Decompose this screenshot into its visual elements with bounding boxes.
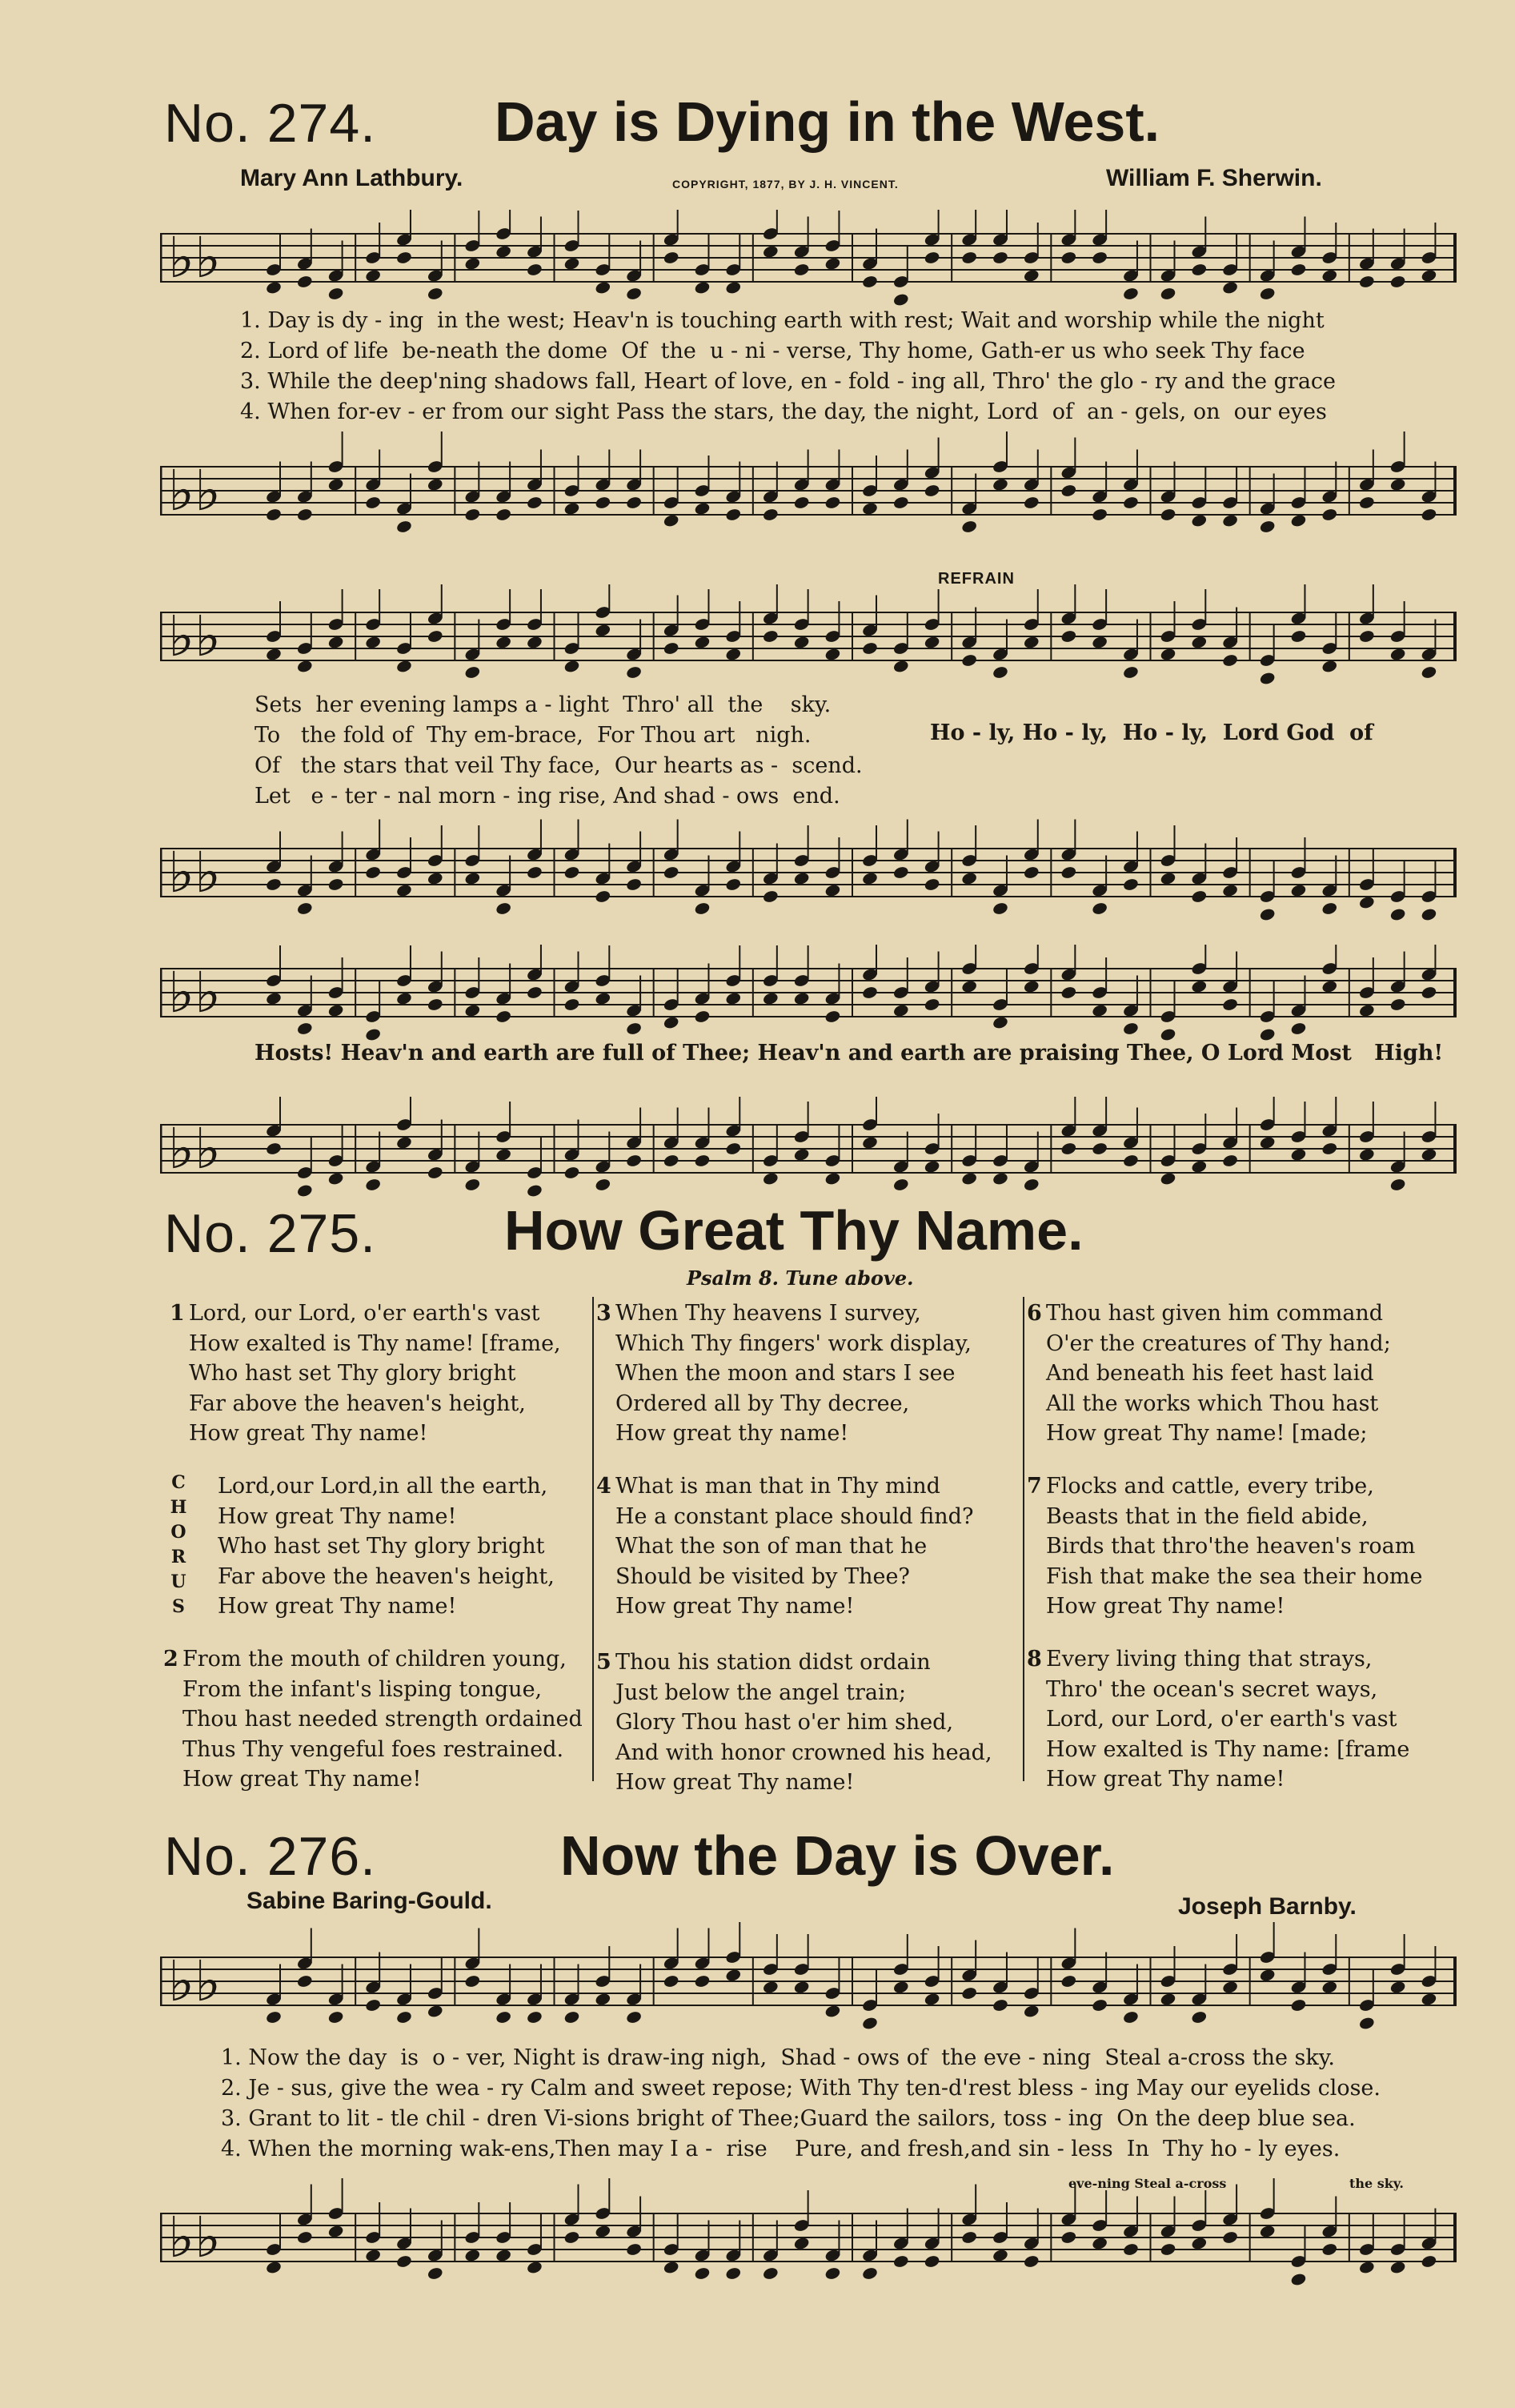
verses-line-1: [240, 306, 1336, 427]
hymn-274-lyricist: Mary Ann Lathbury.: [240, 165, 463, 191]
hymn-274-number: No. 274.: [164, 93, 377, 154]
hymn-276-verse-2: 2. Je - sus, give the wea - ry Calm and sweet repose; With Thy ten-d'rest bless - ing May our eyelids close.: [221, 2076, 1381, 2101]
chorus-letter: U: [170, 1571, 186, 1592]
stanza-line: Far above the heaven's height,: [218, 1563, 555, 1589]
stanza-line: Thou his station didst ordain: [615, 1650, 931, 1675]
stanza-5: [596, 1647, 992, 1798]
treble-staff-system-1: [160, 210, 1457, 306]
treble-staff-system-3: [160, 945, 1457, 1041]
hymn-275-title: How Great Thy Name.: [504, 1199, 1084, 1262]
stanza-2: [163, 1644, 583, 1795]
stanza-line: Lord, our Lord, o'er earth's vast: [1046, 1707, 1397, 1732]
stanza-1: [170, 1298, 561, 1449]
refrain-line-2: Hosts! Heav'n and earth are full of Thee; Heav'n and earth are praising Thee, O Lord Most High!: [255, 1041, 1444, 1066]
stanza-line: Who hast set Thy glory bright: [189, 1361, 516, 1386]
column-divider-right: [1023, 1297, 1024, 1781]
stanza-line: How exalted is Thy name! [frame,: [189, 1330, 561, 1356]
verse-3-line-2: Of the stars that veil Thy face, Our hearts as - scend.: [255, 753, 863, 778]
svg-text:♭♭: ♭♭: [168, 604, 222, 669]
bass-staff-system-3: [160, 1097, 1457, 1201]
verse-3-line-1: 3. While the deep'ning shadows fall, Heart of love, en - fold - ing all, Thro' the glo - ry and the grace: [240, 369, 1337, 394]
stanza-line: What is man that in Thy mind: [615, 1474, 940, 1499]
stanza-line: Thro' the ocean's secret ways,: [1046, 1676, 1378, 1702]
stanza-line: From the mouth of children young,: [182, 1647, 567, 1672]
hymn-274-composer: William F. Sherwin.: [1106, 165, 1322, 191]
svg-text:♭♭: ♭♭: [168, 960, 222, 1025]
stanza-line: Thou hast given him command: [1046, 1301, 1384, 1326]
stanza-line: Thus Thy vengeful foes restrained.: [182, 1736, 564, 1762]
verse-2-line-2: To the fold of Thy em-brace, For Thou art nigh.: [255, 723, 812, 748]
svg-text:♭♭: ♭♭: [168, 1948, 222, 2014]
stanza-line: From the infant's lisping tongue,: [182, 1676, 543, 1702]
hymn-276-title: Now the Day is Over.: [560, 1824, 1115, 1887]
stanza-number: 5: [596, 1650, 611, 1675]
stanza-line: Lord, our Lord, o'er earth's vast: [189, 1301, 540, 1326]
stanza-line: Should be visited by Thee?: [615, 1563, 910, 1589]
stanza-line: Lord,our Lord,in all the earth,: [218, 1474, 548, 1499]
stanza-number: 1: [170, 1301, 185, 1326]
stanza-line: When Thy heavens I survey,: [615, 1301, 921, 1326]
stanza-line: How great thy name!: [615, 1421, 849, 1446]
svg-text:♭♭: ♭♭: [168, 225, 222, 291]
stanza-line: How great Thy name!: [218, 1503, 457, 1529]
chorus-letter: R: [170, 1547, 186, 1567]
stanza-4: [596, 1471, 973, 1622]
hymn-274-title: Day is Dying in the West.: [495, 90, 1160, 153]
stanza-line: How great Thy name! [made;: [1046, 1421, 1368, 1446]
svg-text:♭♭: ♭♭: [168, 1116, 222, 1182]
verse-4-line-1: 4. When for-ev - er from our sight Pass the stars, the day, the night, Lord of an - gels, on our eyes: [240, 399, 1327, 424]
verse-4-line-2: Let e - ter - nal morn - ing rise, And shad - ows end.: [255, 784, 840, 809]
hymn-275-meta: Psalm 8. Tune above.: [687, 1266, 914, 1290]
stanza-line: How great Thy name!: [182, 1767, 422, 1792]
stanza-8: [1027, 1644, 1409, 1795]
bass-staff-system-2: [160, 809, 1457, 937]
stanza-line: How great Thy name!: [189, 1421, 428, 1446]
hymn-276-composer: Joseph Barnby.: [1178, 1893, 1357, 1920]
stanza-line: Just below the angel train;: [615, 1680, 907, 1705]
hymn-276-number: No. 276.: [164, 1826, 377, 1887]
stanza-line: Birds that thro'the heaven's roam: [1046, 1534, 1416, 1559]
stanza-number: 2: [163, 1647, 178, 1672]
hymn-276-verse-3: 3. Grant to lit - tle chil - dren Vi-sions bright of Thee;Guard the sailors, toss - ing On the deep blue sea.: [221, 2106, 1356, 2131]
stanza-line: Fish that make the sea their home: [1046, 1563, 1423, 1589]
refrain-label: REFRAIN: [938, 570, 1015, 588]
stanza-line: How great Thy name!: [218, 1594, 457, 1619]
treble-staff-hymn-276: [160, 1917, 1457, 2045]
hymn-276-verse-1: 1. Now the day is o - ver, Night is draw-ing nigh, Shad - ows of the eve - ning Steal a-cross the sky.: [221, 2045, 1335, 2070]
stanza-line: What the son of man that he: [615, 1534, 928, 1559]
stanza-line: How great Thy name!: [615, 1594, 855, 1619]
stanza-line: Thou hast needed strength ordained: [182, 1707, 583, 1732]
hymn-276-verses: [221, 2043, 1381, 2165]
verse-1-line-2: Sets her evening lamps a - light Thro' all the sky.: [255, 692, 832, 717]
stanza-line: How great Thy name!: [615, 1770, 855, 1795]
stanza-line: When the moon and stars I see: [615, 1361, 956, 1386]
svg-text:♭♭: ♭♭: [168, 840, 222, 905]
stanza-number: 6: [1027, 1301, 1042, 1326]
hymn-276-verse-4: 4. When the morning wak-ens,Then may I a - rise Pure, and fresh,and sin - less In Thy ho - ly eyes.: [221, 2137, 1341, 2161]
stanza-6: [1027, 1298, 1391, 1449]
refrain-line-1: Ho - ly, Ho - ly, Ho - ly, Lord God of: [930, 720, 1373, 745]
stanza-number: 7: [1027, 1474, 1042, 1499]
stanza-line: Far above the heaven's height,: [189, 1391, 526, 1416]
stanza-line: How great Thy name!: [1046, 1594, 1285, 1619]
stanza-line: How exalted is Thy name: [frame: [1046, 1736, 1410, 1762]
chorus-letter: S: [172, 1596, 185, 1617]
hymn-274-copyright: COPYRIGHT, 1877, BY J. H. VINCENT.: [672, 178, 899, 191]
hymn-276-lyricist: Sabine Baring-Gould.: [246, 1888, 492, 1914]
chorus-letter: H: [170, 1497, 187, 1518]
hymn-275-number: No. 275.: [164, 1203, 377, 1264]
stanza-chorus: [218, 1471, 555, 1622]
stanza-line: Flocks and cattle, every tribe,: [1046, 1474, 1374, 1499]
stanza-line: How great Thy name!: [1046, 1767, 1285, 1792]
stanza-line: Every living thing that strays,: [1046, 1647, 1373, 1672]
stanza-number: 4: [596, 1474, 611, 1499]
stanza-line: And with honor crowned his head,: [615, 1740, 992, 1765]
stanza-line: Glory Thou hast o'er him shed,: [615, 1710, 954, 1735]
verses-line-2: [255, 690, 863, 812]
svg-text:♭♭: ♭♭: [168, 2205, 222, 2270]
stanza-line: Ordered all by Thy decree,: [615, 1391, 910, 1416]
stanza-line: All the works which Thou hast: [1046, 1391, 1379, 1416]
column-divider-left: [592, 1297, 594, 1781]
verse-1-line-1: 1. Day is dy - ing in the west; Heav'n is touching earth with rest; Wait and worship while the night: [240, 308, 1325, 333]
bass-words: eve-ning Steal a-cross: [1068, 2176, 1227, 2191]
stanza-line: Which Thy fingers' work display,: [615, 1330, 972, 1356]
stanza-number: 3: [596, 1301, 611, 1326]
bass-words-end: the sky.: [1349, 2176, 1404, 2191]
bass-staff-hymn-276: [160, 2177, 1457, 2298]
stanza-number: 8: [1027, 1647, 1042, 1672]
chorus-letter: C: [171, 1472, 186, 1493]
stanza-line: Who hast set Thy glory bright: [218, 1534, 545, 1559]
bass-staff-system-1: [160, 431, 1457, 551]
svg-text:♭♭: ♭♭: [168, 458, 222, 524]
verse-2-line-1: 2. Lord of life be-neath the dome Of the u - ni - verse, Thy home, Gath-er us who seek Thy face: [240, 339, 1305, 363]
chorus-letter: O: [170, 1522, 186, 1543]
stanza-3: [596, 1298, 972, 1449]
stanza-7: [1027, 1471, 1422, 1622]
stanza-line: And beneath his feet hast laid: [1046, 1361, 1374, 1386]
stanza-line: He a constant place should find?: [615, 1503, 974, 1529]
stanza-line: O'er the creatures of Thy hand;: [1046, 1330, 1391, 1356]
treble-staff-system-2: [160, 584, 1457, 688]
stanza-line: Beasts that in the field abide,: [1046, 1503, 1369, 1529]
chorus-side-label: [168, 1471, 189, 1619]
